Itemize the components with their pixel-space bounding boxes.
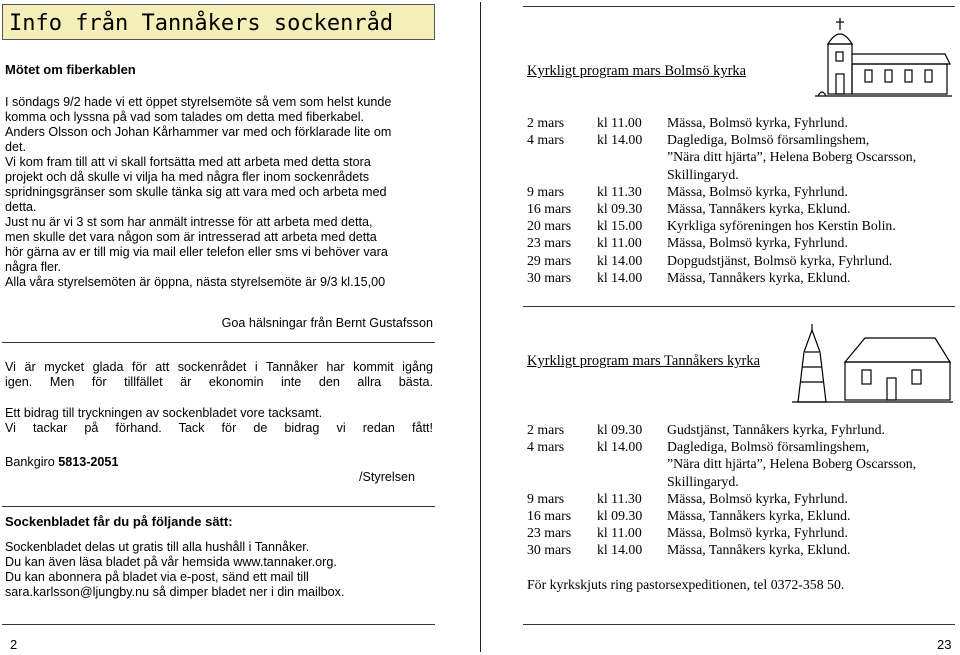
bolmso-program-title: Kyrkligt program mars Bolmsö kyrka bbox=[527, 63, 747, 79]
footer-rule-right bbox=[523, 624, 955, 625]
text-line: Just nu är vi 3 st som har anmält intresse för att arbeta med detta, bbox=[5, 215, 373, 229]
schedule-continuation: ”Nära ditt hjärta”, Helena Boberg Oscarsson, bbox=[667, 149, 917, 165]
contribution-section bbox=[5, 406, 433, 436]
section-divider bbox=[2, 506, 435, 507]
text-line: Du kan abonnera på bladet via e-post, sänd ett mail till bbox=[5, 570, 309, 584]
text-line: detta. bbox=[5, 200, 37, 214]
text-line: komma och lyssna på vad som talades om detta med fiberkabel. bbox=[5, 110, 365, 124]
page-title: Info från Tannåkers sockenråd bbox=[2, 4, 435, 40]
schedule-row: 9 mars kl 11.30 Mässa, Bolmsö kyrka, Fyhrlund. bbox=[527, 490, 848, 506]
tannaker-program-title: Kyrkligt program mars Tannåkers kyrka bbox=[527, 353, 761, 369]
text-line: igen. Men för tillfället är ekonomin inte den allra bästa. bbox=[5, 375, 433, 389]
footer-rule-left bbox=[2, 624, 435, 625]
page-number-left: 2 bbox=[10, 637, 18, 652]
fiber-heading: Mötet om fiberkablen bbox=[5, 62, 136, 77]
text-line: Vi är mycket glada för att sockenrådet i Tannåker har kommit igång bbox=[5, 360, 433, 374]
schedule-row: 2 mars kl 11.00 Mässa, Bolmsö kyrka, Fyhrlund. bbox=[527, 115, 848, 130]
tannaker-schedule bbox=[527, 421, 916, 559]
schedule-row: 16 mars kl 09.30 Mässa, Tannåkers kyrka, Eklund. bbox=[527, 508, 851, 524]
text-line: Anders Olsson och Johan Kårhammer var med och förklarade lite om bbox=[5, 125, 392, 139]
schedule-row: 23 mars kl 11.00 Mässa, Bolmsö kyrka, Fyhrlund. bbox=[527, 235, 848, 251]
text-line: Vi kom fram till att vi skall fortsätta med att arbeta med detta stora bbox=[5, 155, 371, 169]
section-divider bbox=[2, 342, 435, 343]
signature bbox=[5, 470, 433, 485]
page-number-right: 23 bbox=[937, 637, 952, 652]
transport-note bbox=[527, 576, 844, 593]
schedule-row: 4 mars kl 14.00 Dagledigа, Bolmsö församlingshem, bbox=[527, 132, 870, 148]
text-line: Du kan även läsa bladet på vår hemsida www.tannaker.org. bbox=[5, 555, 337, 569]
schedule-row: 30 mars kl 14.00 Mässa, Tannåkers kyrka, Eklund. bbox=[527, 542, 851, 558]
schedule-row: 4 mars kl 14.00 Dagledigа, Bolmsö församlingshem, bbox=[527, 439, 870, 455]
bankgiro bbox=[5, 455, 433, 470]
schedule-row: 2 mars kl 09.30 Gudstjänst, Tannåkers kyrka, Fyhrlund. bbox=[527, 422, 885, 437]
text-line: men skulle det vara någon som är intresserad att arbeta med detta bbox=[5, 230, 377, 244]
distribution-lines bbox=[5, 540, 433, 600]
schedule-row: 9 mars kl 11.30 Mässa, Bolmsö kyrka, Fyhrlund. bbox=[527, 183, 848, 199]
text-line: det. bbox=[5, 140, 27, 154]
distribution-section bbox=[5, 514, 433, 529]
schedule-continuation: Skillingaryd. bbox=[667, 473, 739, 489]
text-line: projekt och då skulle vi vilja ha med några fler inom sockenrådets bbox=[5, 170, 370, 184]
text-line: några fler. bbox=[5, 260, 62, 274]
schedule-row: 16 mars kl 09.30 Mässa, Tannåkers kyrka, Eklund. bbox=[527, 201, 851, 217]
bankgiro-label: Bankgiro bbox=[5, 455, 59, 469]
column-divider bbox=[480, 2, 481, 652]
schedule-row: 30 mars kl 14.00 Mässa, Tannåkers kyrka, Eklund. bbox=[527, 269, 851, 285]
bolmso-church-icon bbox=[810, 16, 955, 106]
signature-text: /Styrelsen bbox=[359, 470, 415, 484]
text-line: hör gärna av er till mig via mail eller telefon eller sms vi behöver vara bbox=[5, 245, 388, 259]
distribution-heading: Sockenbladet får du på följande sätt: bbox=[5, 514, 233, 529]
bankgiro-number: 5813-2051 bbox=[58, 455, 119, 469]
schedule-continuation: ”Nära ditt hjärta”, Helena Boberg Oscarsson, bbox=[667, 456, 917, 472]
text-line: Vi tackar på förhand. Tack för de bidrag vi redan fått! bbox=[5, 421, 433, 435]
section-divider bbox=[523, 306, 955, 307]
text-line: I söndags 9/2 hade vi ett öppet styrelsemöte så vem som helst kunde bbox=[5, 95, 392, 109]
schedule-row: 29 mars kl 14.00 Dopgudstjänst, Bolmsö kyrka, Fyhrlund. bbox=[527, 252, 893, 268]
next-meeting-line: Alla våra styrelsemöten är öppna, nästa styrelsemöte är 9/3 kl.15,00 bbox=[5, 275, 386, 289]
greeting-text: Goa hälsningar från Bernt Gustafsson bbox=[221, 316, 433, 330]
schedule-row: 23 mars kl 11.00 Mässa, Bolmsö kyrka, Fyhrlund. bbox=[527, 525, 848, 541]
top-rule-right bbox=[523, 6, 955, 7]
schedule-continuation: Skillingaryd. bbox=[667, 166, 739, 182]
thanks-section bbox=[5, 360, 433, 390]
schedule-row: 20 mars kl 15.00 Kyrkliga syföreningen hos Kerstin Bolin. bbox=[527, 218, 896, 234]
text-line: spridningsgränser som skulle tänka sig att vara med och arbeta med bbox=[5, 185, 387, 199]
tannaker-church-icon bbox=[790, 322, 955, 407]
fiber-section bbox=[5, 62, 433, 77]
bolmso-schedule bbox=[527, 114, 916, 286]
greeting bbox=[5, 316, 433, 331]
text-line: sara.karlsson@ljungby.nu så dimper bladet ner i din mailbox. bbox=[5, 585, 345, 599]
fiber-paragraph-1 bbox=[5, 95, 433, 290]
transport-note-text: För kyrkskjuts ring pastorsexpeditionen, tel 0372-358 50. bbox=[527, 577, 845, 592]
text-line: Ett bidrag till tryckningen av sockenbladet vore tacksamt. bbox=[5, 406, 323, 420]
text-line: Sockenbladet delas ut gratis till alla hushåll i Tannåker. bbox=[5, 540, 310, 554]
